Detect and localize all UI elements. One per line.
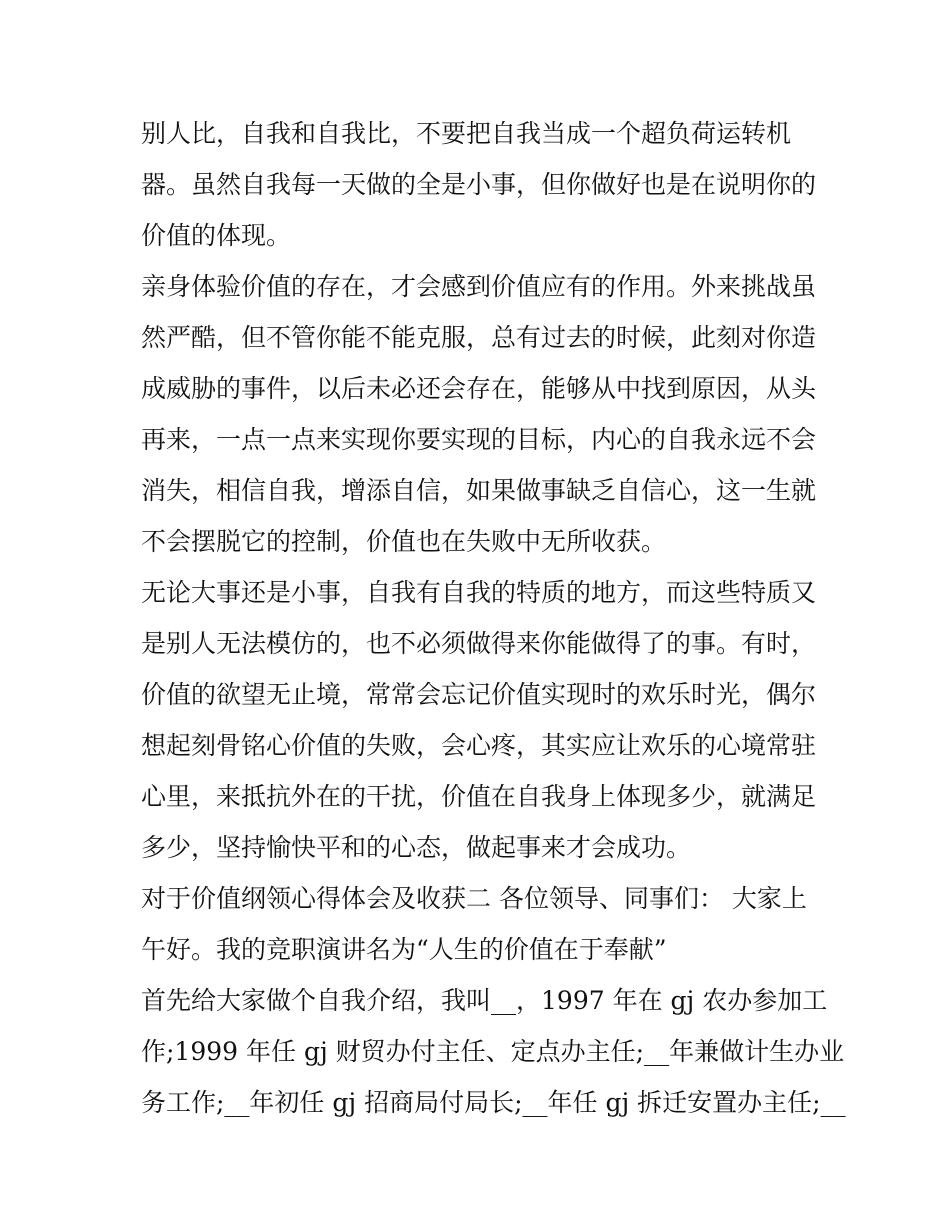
text-line: 亲身体验价值的存在，才会感到价值应有的作用。外来挑战虽 [141,272,817,301]
document-body [141,108,846,1128]
text-line: 消失，相信自我，增添自信，如果做事缺乏自信心，这一生就 [141,476,817,505]
text-line: 再来，一点一点来实现你要实现的目标，内心的自我永远不会 [141,425,817,454]
text-line: 作;1999 年任 gj 财贸办付主任、定点办主任;__年兼做计生办业 [141,1037,845,1066]
text-line: 首先给大家做个自我介绍，我叫__，1997 年在 gj 农办参加工 [141,986,828,1015]
text-line: 然严酷，但不管你能不能克服，总有过去的时候，此刻对你造 [141,323,817,352]
text-line: 多少，坚持愉快平和的心态，做起事来才会成功。 [141,833,692,862]
text-line: 价值的欲望无止境，常常会忘记价值实现时的欢乐时光，偶尔 [141,680,817,709]
text-line: 不会摆脱它的控制，价值也在失败中无所收获。 [141,527,667,556]
text-line: 成威胁的事件，以后未必还会存在，能够从中找到原因，从头 [141,374,817,403]
text-line: 对于价值纲领心得体会及收获二 各位领导、同事们： 大家上 [141,884,807,913]
text-line: 是别人无法模仿的，也不必须做得来你能做得了的事。有时， [141,629,817,658]
text-line: 别人比，自我和自我比，不要把自我当成一个超负荷运转机 [141,119,792,148]
text-line: 无论大事还是小事，自我有自我的特质的地方，而这些特质又 [141,578,817,607]
text-line: 心里，来抵抗外在的干扰，价值在自我身上体现多少，就满足 [141,782,817,811]
text-line: 器。虽然自我每一天做的全是小事，但你做好也是在说明你的 [141,170,817,199]
text-line: 午好。我的竞职演讲名为“人生的价值在于奉献” [141,935,667,964]
text-line: 价值的体现。 [141,221,292,250]
text-line: 想起刻骨铭心价值的失败，会心疼，其实应让欢乐的心境常驻 [141,731,817,760]
text-line: 务工作;__年初任 gj 招商局付局长;__年任 gj 拆迁安置办主任;__ [141,1088,846,1117]
